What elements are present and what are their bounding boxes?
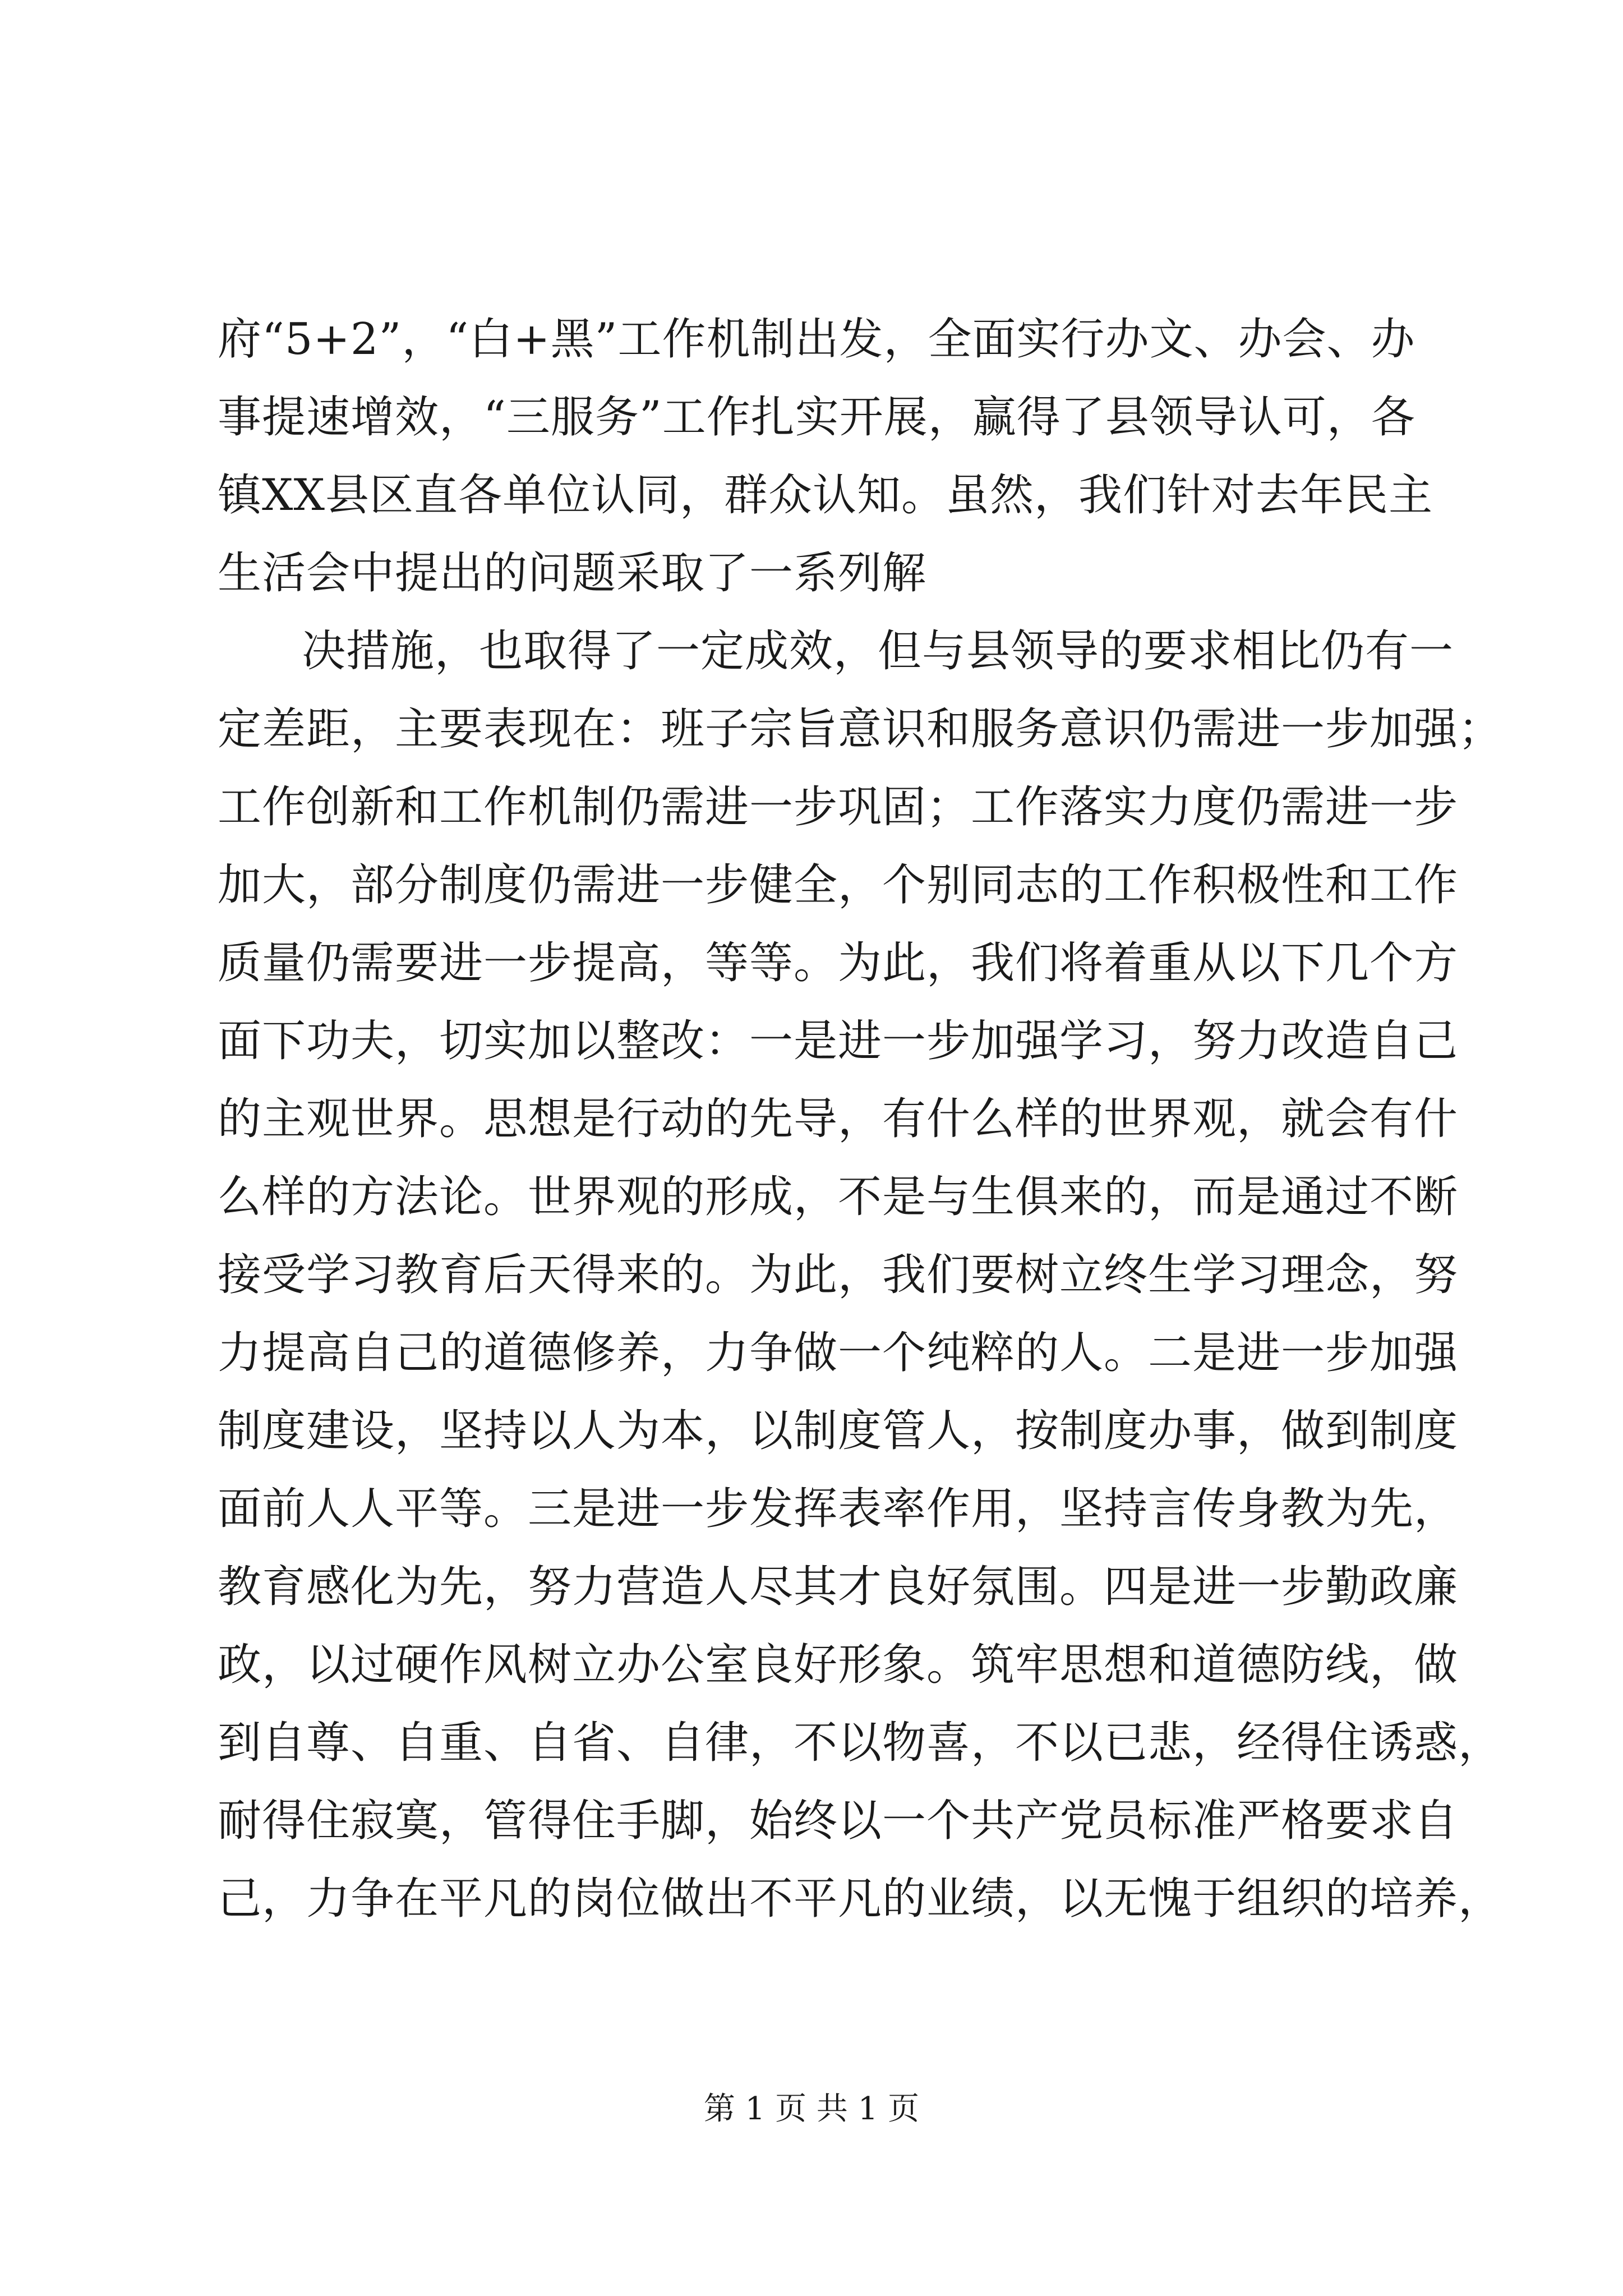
text-line: 加大，部分制度仍需进一步健全，个别同志的工作积极性和工作 [218,860,1459,910]
text-line: 镇XX县区直各单位认同，群众认知。虽然，我们针对去年民主 [218,470,1433,521]
text-line: 事提速增效，“三服务”工作扎实开展，赢得了县领导认可，各 [218,392,1415,443]
text-line: 生活会中提出的问题采取了一系列解 [218,548,927,599]
text-line: 工作创新和工作机制仍需进一步巩固；工作落实力度仍需进一步 [218,782,1459,832]
text-line: 的主观世界。思想是行动的先导，有什么样的世界观，就会有什 [218,1094,1459,1144]
text-line: 府“5+2”，“白+黑”工作机制出发，全面实行办文、办会、办 [218,314,1415,365]
text-line: 么样的方法论。世界观的形成，不是与生俱来的，而是通过不断 [218,1172,1459,1222]
text-line: 教育感化为先，努力营造人尽其才良好氛围。四是进一步勤政廉 [218,1562,1459,1612]
text-line: 政，以过硬作风树立办公室良好形象。筑牢思想和道德防线，做 [218,1640,1459,1690]
text-line: 定差距，主要表现在：班子宗旨意识和服务意识仍需进一步加强； [218,704,1503,754]
text-line: 接受学习教育后天得来的。为此，我们要树立终生学习理念，努 [218,1250,1459,1300]
text-line: 耐得住寂寞，管得住手脚，始终以一个共产党员标准严格要求自 [218,1796,1459,1846]
text-line: 己，力争在平凡的岗位做出不平凡的业绩，以无愧于组织的培养， [218,1874,1503,1924]
text-line: 制度建设，坚持以人为本，以制度管人，按制度办事，做到制度 [218,1406,1459,1456]
text-line: 决措施，也取得了一定成效，但与县领导的要求相比仍有一 [302,626,1454,677]
text-line: 到自尊、自重、自省、自律，不以物喜，不以已悲，经得住诱惑， [218,1718,1503,1768]
text-line: 面前人人平等。三是进一步发挥表率作用，坚持言传身教为先， [218,1484,1459,1534]
text-line: 质量仍需要进一步提高，等等。为此，我们将着重从以下几个方 [218,938,1459,988]
text-line: 力提高自己的道德修养，力争做一个纯粹的人。二是进一步加强 [218,1328,1459,1378]
page-footer: 第 1 页 共 1 页 [703,2091,920,2127]
text-line: 面下功夫，切实加以整改：一是进一步加强学习，努力改造自己 [218,1016,1459,1066]
